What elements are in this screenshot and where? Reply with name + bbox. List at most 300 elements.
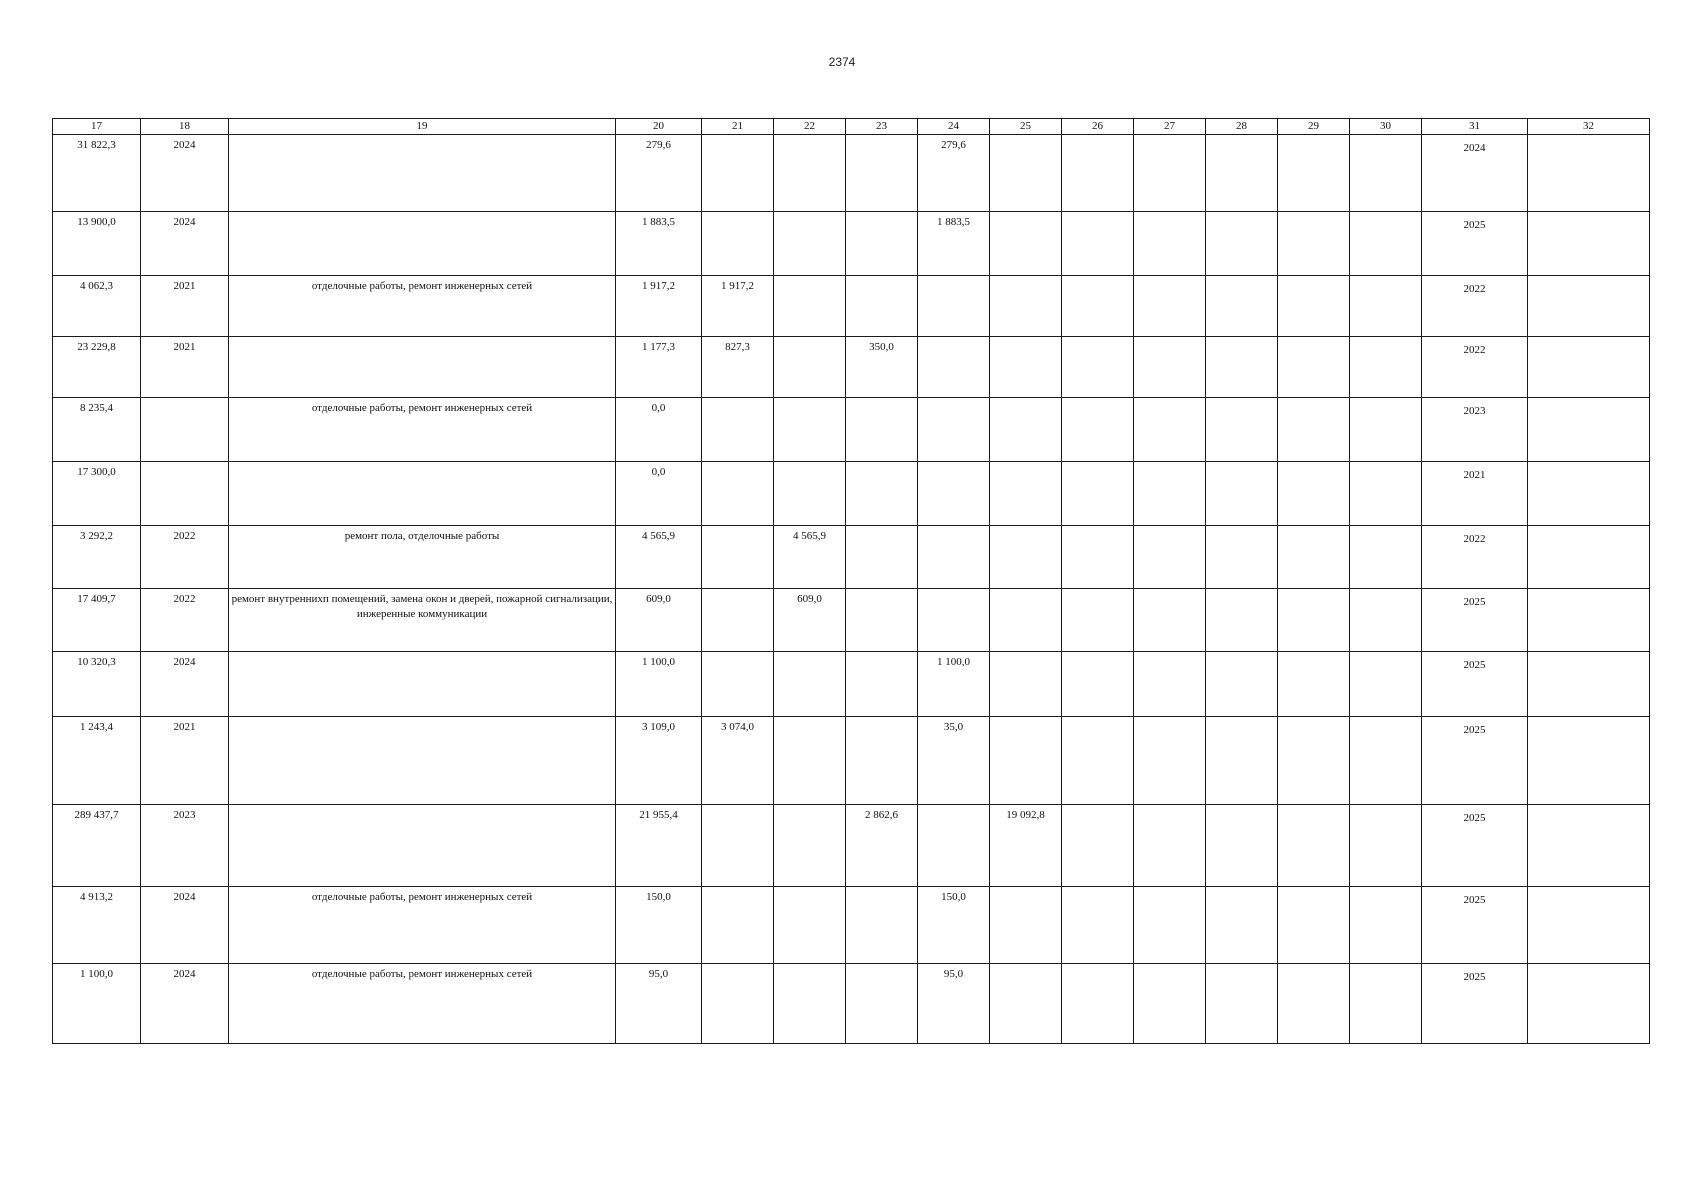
table-cell [846,526,918,589]
table-cell [141,135,229,212]
cell-value [1350,276,1421,279]
cell-value [846,887,917,890]
table-cell [990,652,1062,717]
cell-value [846,717,917,720]
table-cell [53,212,141,276]
cell-value: 2023 [173,809,196,821]
cell-value: 2024 [1463,142,1486,154]
table-cell [141,276,229,337]
table-cell [990,212,1062,276]
table-cell [1206,964,1278,1044]
cell-value [1528,526,1649,529]
table-cell [1278,526,1350,589]
cell-value: 609,0 [646,593,671,605]
cell-value: 3 074,0 [721,721,754,733]
table-cell [702,964,774,1044]
cell-value [702,135,773,138]
cell-value: 31 822,3 [77,139,116,151]
cell-value [990,462,1061,465]
table-cell [1062,717,1134,805]
table-cell [846,589,918,652]
table-cell [1422,212,1528,276]
table-cell [702,212,774,276]
cell-value [1278,212,1349,215]
table-cell [1528,717,1650,805]
table-cell [1528,398,1650,462]
table-cell [1350,526,1422,589]
cell-value [846,135,917,138]
column-header: 26 [1062,119,1134,135]
cell-value [1528,589,1649,592]
table-cell [53,964,141,1044]
table-cell [1134,276,1206,337]
table-cell [1062,276,1134,337]
table-cell [616,212,702,276]
table-cell [774,589,846,652]
cell-value: 1 100,0 [80,968,113,980]
table-cell [229,135,616,212]
table-cell [1062,398,1134,462]
cell-value [702,964,773,967]
cell-value [229,462,615,465]
table-cell [846,398,918,462]
table-cell [53,526,141,589]
table-cell [1278,589,1350,652]
cell-value [1062,887,1133,890]
table-cell [1206,337,1278,398]
column-header: 24 [918,119,990,135]
table-cell [141,462,229,526]
table-cell [990,276,1062,337]
table-cell [1350,398,1422,462]
cell-value [702,526,773,529]
cell-value [1062,805,1133,808]
table-row [53,276,1650,337]
cell-value [1206,398,1277,401]
table-cell [1206,398,1278,462]
cell-value [1350,135,1421,138]
cell-value [1206,337,1277,340]
cell-value: 2024 [173,216,196,228]
cell-value [702,589,773,592]
cell-value [1062,462,1133,465]
cell-value [1134,398,1205,401]
table-cell [53,717,141,805]
table-cell [774,462,846,526]
cell-value [774,135,845,138]
table-cell [846,805,918,887]
table-cell [1528,462,1650,526]
cell-value [1134,276,1205,279]
table-cell [1278,652,1350,717]
table-cell [1350,805,1422,887]
table-cell [774,887,846,964]
table-cell [846,964,918,1044]
table-cell [616,887,702,964]
cell-value [1350,652,1421,655]
cell-value: 1 917,2 [721,280,754,292]
cell-value: 1 177,3 [642,341,675,353]
table-cell [229,276,616,337]
cell-value: 2024 [173,968,196,980]
cell-value [1528,135,1649,138]
cell-value [1528,964,1649,967]
data-table [52,118,1650,1044]
cell-value [990,212,1061,215]
cell-value [1528,805,1649,808]
table-cell [53,398,141,462]
table-cell [1528,526,1650,589]
table-cell [1134,589,1206,652]
cell-value: ремонт пола, отделочные работы [344,530,500,542]
cell-value [918,805,989,808]
table-cell [990,887,1062,964]
table-row [53,212,1650,276]
table-row [53,135,1650,212]
column-header: 20 [616,119,702,135]
cell-value [1062,212,1133,215]
cell-value [1278,805,1349,808]
table-cell [1134,212,1206,276]
cell-value [1062,135,1133,138]
table-cell [1422,589,1528,652]
table-cell [846,337,918,398]
cell-value: 4 565,9 [642,530,675,542]
table-cell [1206,652,1278,717]
cell-value [1062,276,1133,279]
table-cell [1062,652,1134,717]
table-cell [1528,887,1650,964]
cell-value [774,212,845,215]
table-cell [774,398,846,462]
cell-value [846,652,917,655]
table-cell [1528,652,1650,717]
cell-value [702,887,773,890]
cell-value [1350,964,1421,967]
column-header: 17 [53,119,141,135]
table-cell [702,652,774,717]
table-cell [1528,805,1650,887]
cell-value: 2025 [1463,812,1486,824]
column-header: 28 [1206,119,1278,135]
cell-value [1278,462,1349,465]
cell-value [1134,135,1205,138]
table-cell [141,398,229,462]
table-cell [1422,717,1528,805]
table-cell [1528,964,1650,1044]
table-cell [1062,135,1134,212]
cell-value [229,717,615,720]
table-cell [702,717,774,805]
cell-value [1350,337,1421,340]
cell-value: 279,6 [941,139,966,151]
table-row [53,337,1650,398]
cell-value: 0,0 [651,466,666,478]
cell-value [774,337,845,340]
table-cell [1062,964,1134,1044]
table-cell [53,337,141,398]
cell-value [1278,652,1349,655]
table-cell [1062,337,1134,398]
table-cell [1422,964,1528,1044]
table-cell [774,212,846,276]
table-cell [53,887,141,964]
table-cell [1422,887,1528,964]
cell-value [1134,964,1205,967]
cell-value: 3 292,2 [80,530,113,542]
cell-value [774,964,845,967]
cell-value [1278,398,1349,401]
cell-value: 2022 [173,593,196,605]
cell-value [1528,887,1649,890]
cell-value [1062,964,1133,967]
cell-value [1350,887,1421,890]
cell-value: 35,0 [943,721,964,733]
table-row [53,652,1650,717]
table-cell [1134,717,1206,805]
table-cell [1134,337,1206,398]
cell-value [229,135,615,138]
cell-value: 1 883,5 [937,216,970,228]
table-cell [918,652,990,717]
cell-value [1134,337,1205,340]
table-cell [1422,805,1528,887]
table-cell [1134,462,1206,526]
table-cell [141,805,229,887]
cell-value [1206,526,1277,529]
table-cell [846,652,918,717]
table-cell [774,717,846,805]
cell-value: 2024 [173,891,196,903]
cell-value [1528,462,1649,465]
table-cell [1062,887,1134,964]
cell-value: 2025 [1463,659,1486,671]
column-header: 27 [1134,119,1206,135]
cell-value [846,964,917,967]
table-cell [846,135,918,212]
table-cell [1278,805,1350,887]
table-cell [1350,276,1422,337]
table-cell [918,135,990,212]
table-cell [702,276,774,337]
table-cell [1350,462,1422,526]
cell-value: 2025 [1463,894,1486,906]
cell-value: 2024 [173,139,196,151]
cell-value [990,337,1061,340]
table-row [53,462,1650,526]
table-cell [1278,717,1350,805]
cell-value: 2021 [173,721,196,733]
table-cell [1528,135,1650,212]
cell-value [1528,652,1649,655]
table-cell [1062,212,1134,276]
table-cell [1422,652,1528,717]
cell-value [918,462,989,465]
table-cell [1206,589,1278,652]
table-cell [53,805,141,887]
table-cell [1422,526,1528,589]
table-cell [918,805,990,887]
table-cell [141,964,229,1044]
table-cell [53,589,141,652]
cell-value [229,337,615,340]
table-cell [1422,462,1528,526]
table-cell [1062,805,1134,887]
table-cell [702,337,774,398]
cell-value [1528,398,1649,401]
table-cell [1278,337,1350,398]
cell-value: отделочные работы, ремонт инженерных сетей [311,891,533,903]
cell-value [846,398,917,401]
table-cell [774,276,846,337]
table-cell [702,526,774,589]
page-number: 2374 [828,55,856,69]
table-cell [702,805,774,887]
table-cell [774,135,846,212]
cell-value: 2021 [1463,469,1486,481]
column-header: 19 [229,119,616,135]
cell-value [1350,589,1421,592]
cell-value [229,212,615,215]
column-header: 32 [1528,119,1650,135]
cell-value: 2022 [1463,344,1486,356]
cell-value: ремонт внутреннихп помещений, замена окон и дверей, пожарной сигнализации, инжеренные коммуникации [231,593,613,620]
cell-value: 2021 [173,280,196,292]
table-cell [1134,652,1206,717]
table-cell [616,462,702,526]
table-cell [1062,589,1134,652]
table-cell [990,964,1062,1044]
cell-value [990,135,1061,138]
table-cell [229,717,616,805]
table-cell [702,462,774,526]
table-cell [1350,652,1422,717]
table-cell [616,398,702,462]
table-cell [846,462,918,526]
cell-value [990,589,1061,592]
table-cell [53,276,141,337]
cell-value: 2025 [1463,971,1486,983]
cell-value [990,652,1061,655]
cell-value [702,398,773,401]
column-header: 25 [990,119,1062,135]
cell-value [1206,135,1277,138]
table-body [53,135,1650,1044]
cell-value [1062,398,1133,401]
table-cell [990,805,1062,887]
table-cell [229,964,616,1044]
cell-value [1278,887,1349,890]
table-cell [1422,337,1528,398]
table-header-row [53,119,1650,135]
cell-value: 289 437,7 [74,809,119,821]
cell-value [1062,717,1133,720]
cell-value [1278,526,1349,529]
cell-value: 2023 [1463,405,1486,417]
cell-value: 2025 [1463,724,1486,736]
cell-value [1134,526,1205,529]
cell-value [990,276,1061,279]
table-cell [1350,717,1422,805]
cell-value [702,212,773,215]
table-cell [1206,717,1278,805]
cell-value: 95,0 [943,968,964,980]
cell-value [918,398,989,401]
cell-value [1206,717,1277,720]
table-cell [1134,887,1206,964]
cell-value [990,964,1061,967]
column-header: 22 [774,119,846,135]
table-cell [918,398,990,462]
table-cell [918,212,990,276]
table-cell [1206,212,1278,276]
cell-value [1206,805,1277,808]
cell-value [141,398,228,401]
column-header: 29 [1278,119,1350,135]
cell-value [702,652,773,655]
cell-value [1278,964,1349,967]
table-cell [1278,398,1350,462]
table-cell [1278,276,1350,337]
cell-value: 23 229,8 [77,341,116,353]
table-cell [990,398,1062,462]
cell-value: отделочные работы, ремонт инженерных сетей [311,968,533,980]
table-cell [229,887,616,964]
cell-value: 4 565,9 [793,530,826,542]
table-cell [774,652,846,717]
table-cell [1278,462,1350,526]
cell-value [1134,717,1205,720]
table-cell [1062,462,1134,526]
table-cell [616,526,702,589]
cell-value: 19 092,8 [1006,809,1045,821]
table-cell [1206,276,1278,337]
table-cell [229,398,616,462]
cell-value: 827,3 [725,341,750,353]
table-cell [990,337,1062,398]
cell-value [1062,526,1133,529]
cell-value: 1 883,5 [642,216,675,228]
cell-value: 150,0 [941,891,966,903]
cell-value [1278,337,1349,340]
cell-value: 1 243,4 [80,721,113,733]
table-cell [1206,887,1278,964]
cell-value [918,589,989,592]
cell-value [702,462,773,465]
cell-value [774,652,845,655]
cell-value [1350,526,1421,529]
table-cell [141,337,229,398]
cell-value [229,652,615,655]
cell-value [1350,212,1421,215]
table-cell [1528,589,1650,652]
table-cell [1350,212,1422,276]
cell-value: 2025 [1463,596,1486,608]
cell-value [846,589,917,592]
cell-value: 17 300,0 [77,466,116,478]
cell-value [990,398,1061,401]
table-cell [1528,337,1650,398]
cell-value: 0,0 [651,402,666,414]
table-cell [774,526,846,589]
table-cell [918,589,990,652]
table-cell [141,717,229,805]
table-cell [141,652,229,717]
table-row [53,589,1650,652]
table-cell [1134,805,1206,887]
cell-value [229,805,615,808]
table-cell [702,589,774,652]
